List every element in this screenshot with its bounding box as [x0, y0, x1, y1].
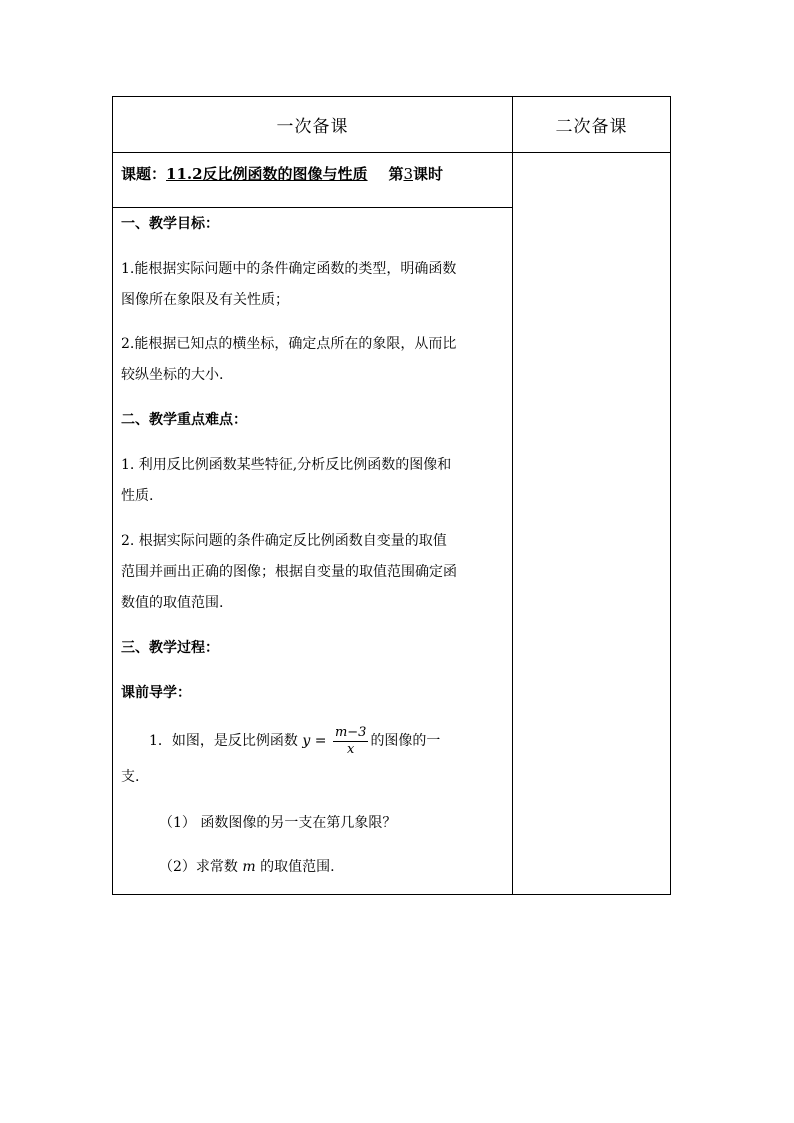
key-points-title: 二、教学重点难点： [121, 412, 247, 428]
fraction-denominator: x [347, 741, 355, 757]
period-suffix: 课时 [413, 165, 444, 183]
key2-line2: 范围并画出正确的图像；根据自变量的取值范围确定函 [121, 564, 457, 580]
goal2-line2: 较纵坐标的大小. [121, 367, 224, 383]
header-divider [113, 152, 670, 153]
question1-text: 1．如图，是反比例函数 [149, 733, 298, 749]
question1-line1 [121, 721, 505, 761]
question1-line2: 支. [121, 769, 140, 785]
key2-line3: 数值的取值范围. [121, 595, 224, 611]
subquestion2-post: 的取值范围. [260, 859, 335, 875]
lesson-plan-table [112, 96, 671, 895]
goal1-line2: 图像所在象限及有关性质； [121, 292, 289, 308]
process-title: 三、教学过程： [121, 640, 219, 656]
topic-row [121, 158, 505, 190]
key1-line1: 1. 利用反比例函数某些特征,分析反比例函数的图像和 [121, 457, 452, 473]
formula-y: y [302, 733, 311, 749]
period-prefix: 第 [388, 165, 404, 183]
key2-line1: 2. 根据实际问题的条件确定反比例函数自变量的取值 [121, 533, 447, 549]
key1-line2: 性质. [121, 488, 154, 504]
goals-title: 一、教学目标： [121, 216, 219, 232]
formula-fraction [333, 725, 369, 758]
question1-tail: 的图像的一 [370, 733, 441, 749]
column-divider [512, 97, 513, 894]
topic-label: 课题： [121, 165, 167, 183]
subquestion1: （1） 函数图像的另一支在第几象限？ [159, 815, 397, 831]
variable-m: m [242, 859, 256, 875]
period-number: 3 [403, 165, 414, 183]
formula-equals: = [314, 733, 327, 749]
topic-title: 11.2反比例函数的图像与性质 [166, 165, 368, 183]
subquestion2-pre: （2）求常数 [159, 859, 238, 875]
subquestion2 [121, 851, 505, 883]
header-first-prep: 一次备课 [276, 117, 349, 137]
header-second-prep: 二次备课 [555, 117, 628, 137]
goal1-line1: 1.能根据实际问题中的条件确定函数的类型，明确函数 [121, 261, 457, 277]
preview-title: 课前导学： [121, 685, 191, 701]
goal2-line1: 2.能根据已知点的横坐标，确定点所在的象限，从而比 [121, 336, 457, 352]
fraction-numerator: m−3 [334, 724, 367, 740]
